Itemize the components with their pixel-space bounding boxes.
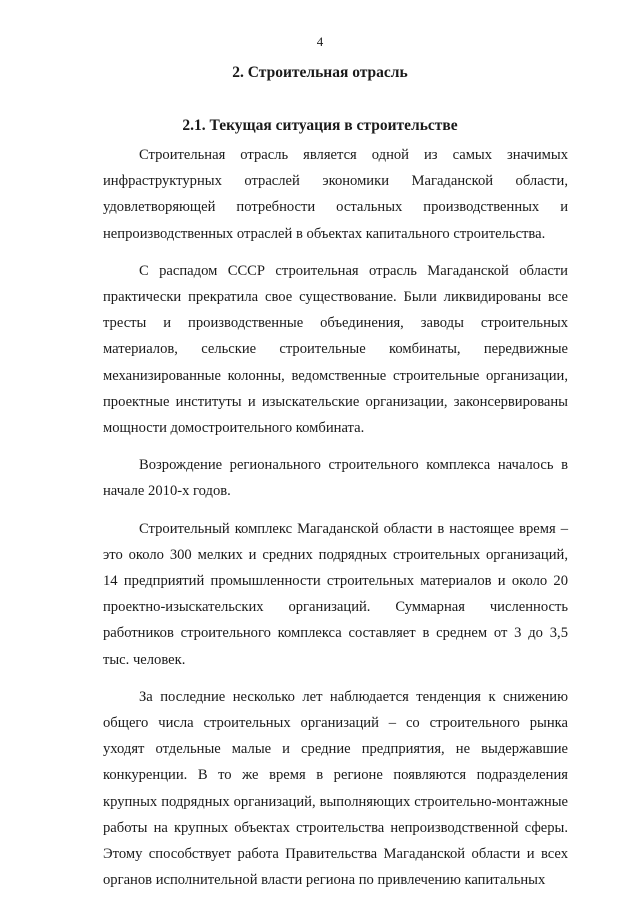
body-text xyxy=(103,142,568,893)
paragraph: Строительная отрасль является одной из самых значимых инфраструктурных отраслей экономики Магаданской области, удовлетворяющей потребности остальных производственных и непроизводственных отраслей в объектах капитального строительства. xyxy=(103,147,568,242)
paragraph: За последние несколько лет наблюдается тенденция к снижению общего числа строительных организаций – со строительного рынка уходят отдельные малые и средние предприятия, не выдержавшие конкуренции. В то же время в регионе появляются подразделения крупных подрядных организаций, выполняющих строительно-монтажные работы на крупных объектах строительства непроизводственной сферы. Этому способствует работа Правительства Магаданской области и всех органов исполнительной власти региона по привлечению капитальных xyxy=(103,688,568,889)
paragraph: Строительный комплекс Магаданской области в настоящее время – это около 300 мелких и средних подрядных строительных организаций, 14 предприятий промышленности строительных материалов и около 20 проектно-изыскательских организаций. Суммарная численность работников строительного комплекса составляет в среднем от 3 до 3,5 тыс. человек. xyxy=(103,520,568,668)
subsection-title: 2.1. Текущая ситуация в строительстве xyxy=(182,117,458,134)
paragraph: Возрождение регионального строительного комплекса началось в начале 2010-х годов. xyxy=(103,457,568,500)
page-number: 4 xyxy=(316,34,324,49)
section-title: 2. Строительная отрасль xyxy=(232,64,408,81)
paragraph: С распадом СССР строительная отрасль Магаданской области практически прекратила свое существование. Были ликвидированы все тресты и производственные объединения, заводы строительных материалов, сельские строительные комбинаты, передвижные механизированные колонны, ведомственные строительные организации, проектные институты и изыскательские организации, законсервированы мощности домостроительного комбината. xyxy=(103,262,568,437)
